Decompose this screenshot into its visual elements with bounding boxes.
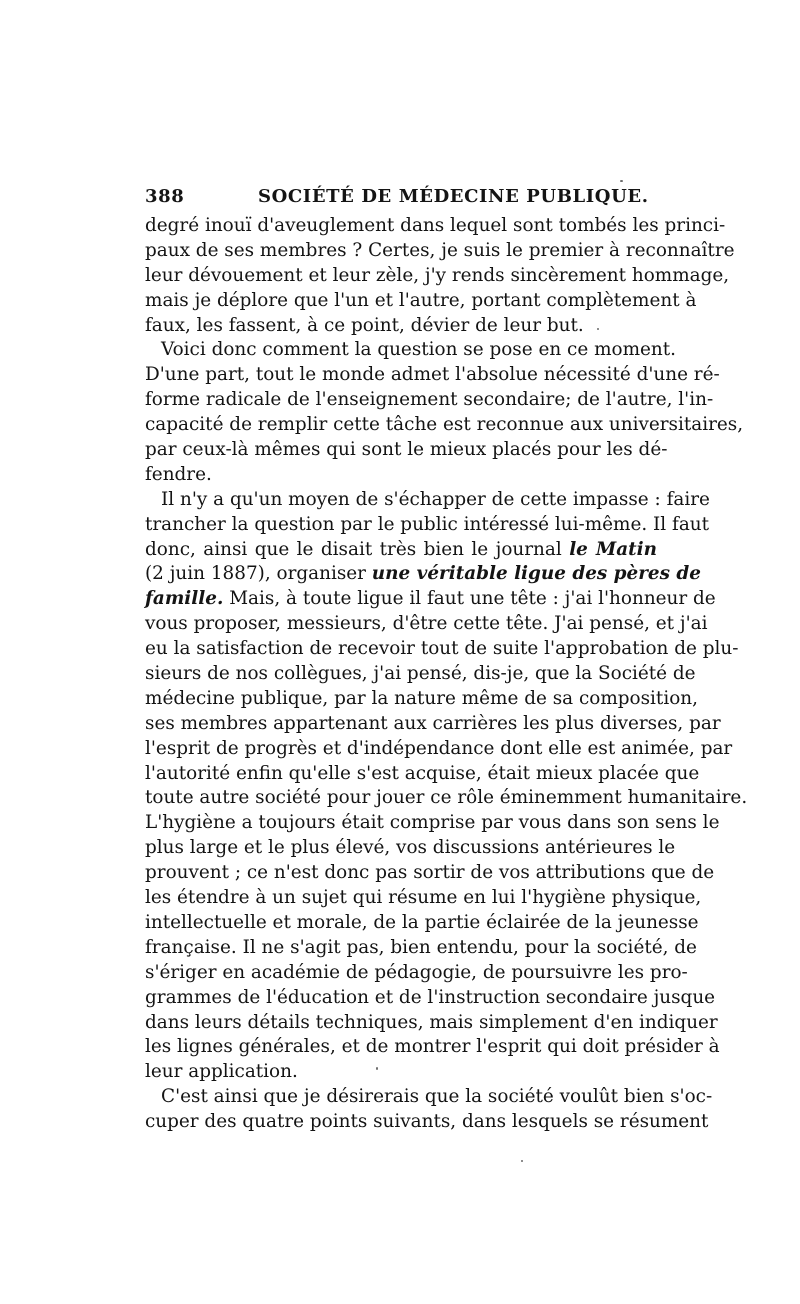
- text-line: [145, 513, 710, 538]
- text-line: [145, 712, 721, 737]
- text-segment: vous proposer, messieurs, d'être cette tête. J'ai pensé, et j'ai: [145, 613, 708, 635]
- text-segment: L'hygiène a toujours était comprise par vous dans son sens le: [145, 812, 720, 834]
- text-segment: paux de ses membres ? Certes, je suis le premier à reconnaître: [145, 239, 735, 261]
- text-segment: les étendre à un sujet qui résume en lui l'hygiène physique,: [145, 887, 702, 909]
- text-segment: C'est ainsi que je désirerais que la société voulût bien s'oc-: [161, 1086, 713, 1108]
- text-segment: sieurs de nos collègues, j'ai pensé, dis-je, que la Société de: [145, 663, 696, 685]
- text-segment: ses membres appartenant aux carrières les plus diverses, par: [145, 712, 721, 734]
- text-line: [145, 961, 688, 986]
- text-segment: les lignes générales, et de montrer l'esprit qui doit présider à: [145, 1036, 720, 1058]
- text-line: [145, 1035, 720, 1060]
- text-line: [145, 413, 744, 438]
- text-segment: faux, les fassent, à ce point, dévier de leur but.: [145, 314, 584, 336]
- text-segment: capacité de remplir cette tâche est reconnue aux universitaires,: [145, 414, 744, 436]
- text-line: [145, 786, 748, 811]
- text-segment: fendre.: [145, 463, 212, 485]
- text-line: [145, 338, 676, 363]
- text-line: [145, 264, 730, 289]
- text-line: [145, 562, 701, 587]
- text-segment: par ceux-là mêmes qui sont le mieux placés pour les dé-: [145, 439, 668, 461]
- italic-text: une véritable ligue des pères de: [371, 563, 701, 585]
- text-segment: forme radicale de l'enseignement secondaire; de l'autre, l'in-: [145, 389, 714, 411]
- body-text: [145, 214, 748, 1135]
- ink-speck: [620, 180, 623, 182]
- text-segment: l'esprit de progrès et d'indépendance dont elle est animée, par: [145, 737, 733, 759]
- text-line: [145, 289, 697, 314]
- text-segment: intellectuelle et morale, de la partie éclairée de la jeunesse: [145, 911, 699, 933]
- text-line: [145, 1060, 657, 1085]
- running-title: SOCIÉTÉ DE MÉDECINE PUBLIQUE.: [258, 186, 649, 207]
- text-line: [145, 986, 716, 1011]
- italic-text: famille.: [145, 588, 224, 610]
- text-line: [145, 762, 700, 787]
- text-line: [145, 687, 698, 712]
- text-line: [145, 936, 697, 961]
- text-segment: eu la satisfaction de recevoir tout de suite l'approbation de plu-: [145, 638, 739, 660]
- text-line: [145, 538, 657, 563]
- text-line: [145, 488, 710, 513]
- text-line: [145, 861, 715, 886]
- text-segment: donc, ainsi que le disait très bien le journal: [145, 538, 570, 560]
- text-line: [145, 662, 696, 687]
- text-line: [145, 239, 735, 264]
- text-segment: l'autorité enfin qu'elle s'est acquise, était mieux placée que: [145, 762, 700, 784]
- text-line: [145, 214, 726, 239]
- text-line: [145, 438, 668, 463]
- text-segment: grammes de l'éducation et de l'instruction secondaire jusque: [145, 986, 716, 1008]
- text-segment: Mais, à toute ligue il faut une tête : j'ai l'honneur de: [223, 588, 716, 610]
- ink-speck: [597, 328, 599, 330]
- text-line: [145, 314, 657, 339]
- text-segment: degré inouï d'aveuglement dans lequel sont tombés les princi-: [145, 215, 726, 236]
- text-line: [145, 737, 733, 762]
- text-line: [145, 1110, 709, 1135]
- text-line: [145, 463, 657, 488]
- text-segment: (2 juin 1887), organiser: [145, 563, 372, 585]
- text-segment: toute autre société pour jouer ce rôle éminemment humanitaire.: [145, 787, 748, 809]
- text-segment: française. Il ne s'agit pas, bien entendu, pour la société, de: [145, 936, 697, 958]
- text-segment: D'une part, tout le monde admet l'absolue nécessité d'une ré-: [145, 364, 720, 386]
- running-head: [145, 186, 655, 210]
- text-segment: leur dévouement et leur zèle, j'y rends sincèrement hommage,: [145, 264, 730, 286]
- text-segment: Voici donc comment la question se pose en ce moment.: [161, 339, 676, 361]
- text-line: [145, 612, 708, 637]
- text-segment: médecine publique, par la nature même de sa composition,: [145, 687, 698, 709]
- text-segment: plus large et le plus élevé, vos discussions antérieures le: [145, 837, 676, 859]
- text-segment: trancher la question par le public intéressé lui-même. Il faut: [145, 513, 710, 535]
- text-line: [145, 587, 716, 612]
- text-segment: Il n'y a qu'un moyen de s'échapper de cette impasse : faire: [161, 488, 710, 510]
- text-segment: cuper des quatre points suivants, dans lesquels se résument: [145, 1111, 709, 1133]
- text-segment: leur application.: [145, 1061, 298, 1083]
- text-line: [145, 363, 720, 388]
- text-line: [145, 911, 699, 936]
- page-number: 388: [145, 186, 185, 207]
- ink-speck: [376, 1067, 378, 1070]
- ink-speck: [521, 1160, 523, 1162]
- italic-text: le Matin: [569, 538, 657, 560]
- text-segment: s'ériger en académie de pédagogie, de poursuivre les pro-: [145, 961, 688, 983]
- text-line: [145, 637, 739, 662]
- text-segment: dans leurs détails techniques, mais simplement d'en indiquer: [145, 1011, 718, 1033]
- text-line: [145, 836, 676, 861]
- text-line: [145, 886, 702, 911]
- text-line: [145, 1085, 713, 1110]
- text-segment: mais je déplore que l'un et l'autre, portant complètement à: [145, 289, 697, 311]
- text-line: [145, 1011, 718, 1036]
- text-line: [145, 388, 714, 413]
- text-line: [145, 811, 720, 836]
- text-segment: prouvent ; ce n'est donc pas sortir de vos attributions que de: [145, 862, 715, 884]
